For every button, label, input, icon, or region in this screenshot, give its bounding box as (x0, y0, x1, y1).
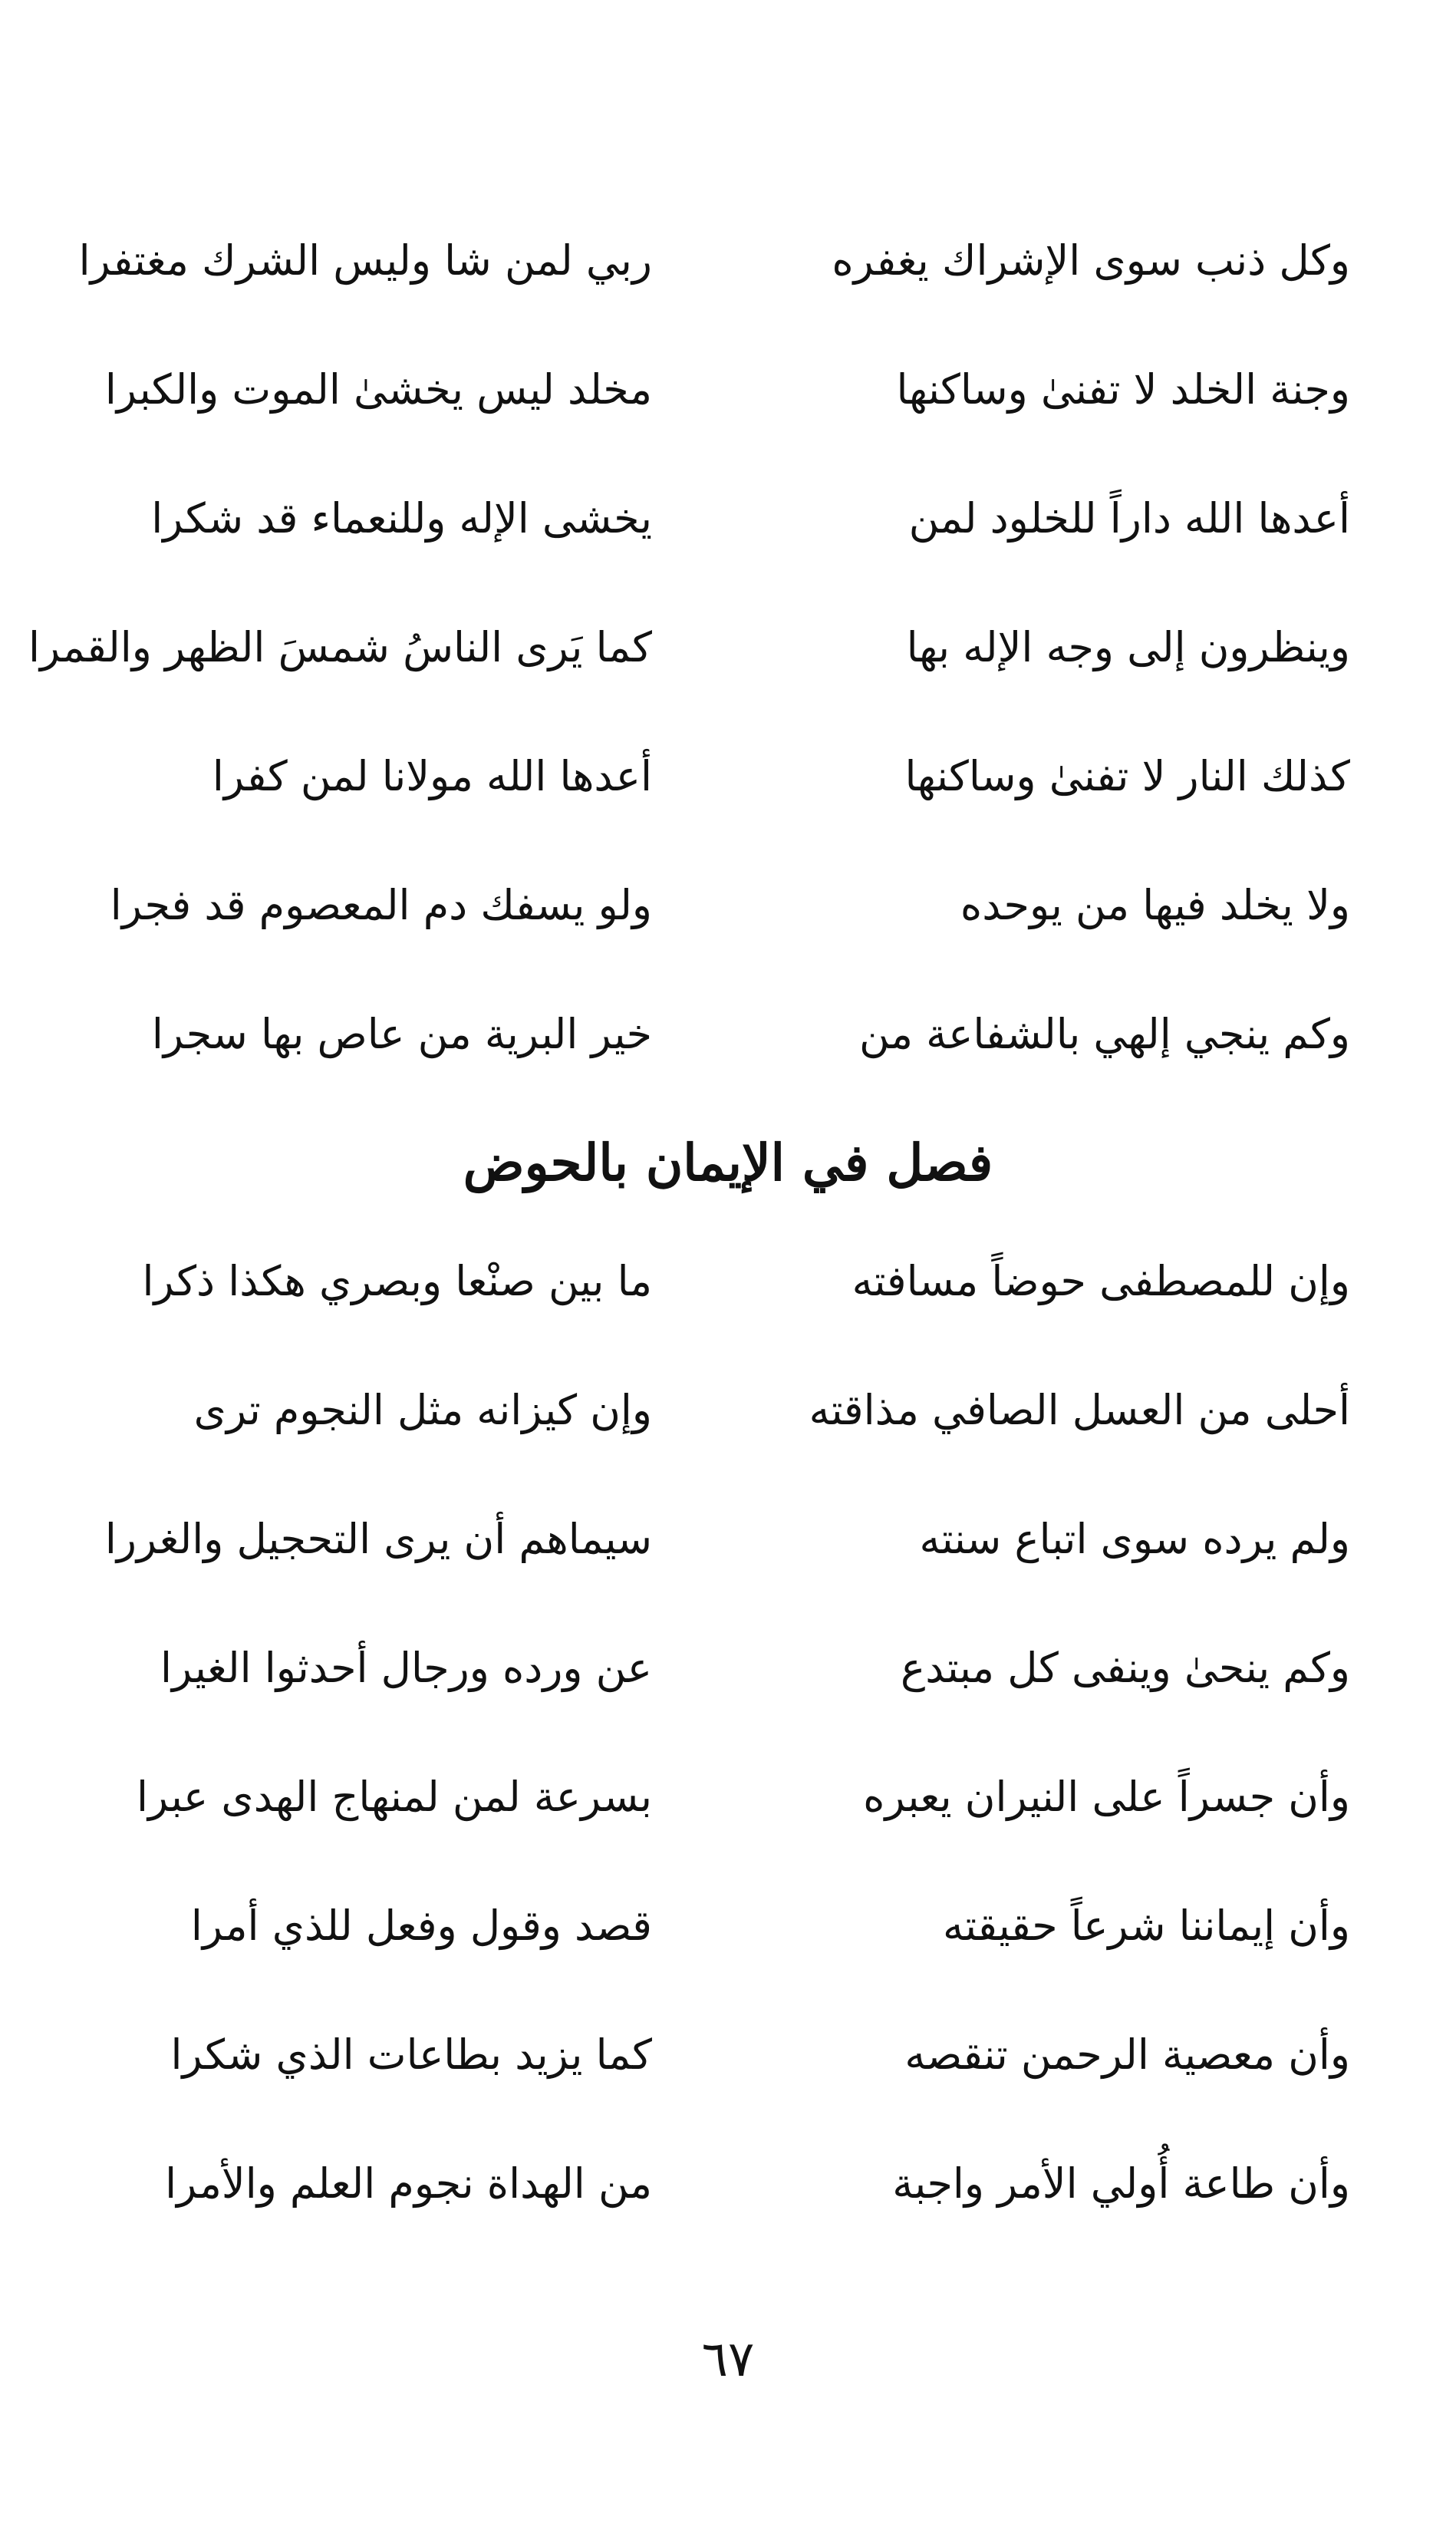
verse-second-hemistich: يخشى الإله وللنعماء قد شكرا (151, 494, 652, 543)
verse-first-hemistich: ولم يرده سوى اتباع سنته (919, 1515, 1350, 1563)
verse-line (46, 1243, 1350, 1320)
verse-first-hemistich: وينظرون إلى وجه الإله بها (906, 623, 1350, 671)
verse-line (46, 2017, 1350, 2093)
verse-second-hemistich: قصد وقول وفعل للذي أمرا (190, 1902, 652, 1950)
verse-second-hemistich: خير البرية من عاص بها سجرا (151, 1010, 652, 1058)
verse-second-hemistich: سيماهم أن يرى التحجيل والغررا (104, 1515, 652, 1563)
section-title: فصل في الإيمان بالحوض (463, 1133, 993, 1192)
verse-second-hemistich: مخلد ليس يخشىٰ الموت والكبرا (104, 365, 652, 414)
verse-first-hemistich: وكم ينجي إلهي بالشفاعة من (858, 1010, 1350, 1058)
verse-line (46, 1630, 1350, 1707)
verse-line (46, 1372, 1350, 1449)
verse-line (46, 1888, 1350, 1964)
verse-second-hemistich: وإن كيزانه مثل النجوم ترى (193, 1386, 652, 1434)
verse-second-hemistich: من الهداة نجوم العلم والأمرا (165, 2159, 652, 2208)
verse-first-hemistich: ولا يخلد فيها من يوحده (960, 881, 1350, 929)
verse-line (28, 609, 1350, 686)
verse-second-hemistich: ربي لمن شا وليس الشرك مغتفرا (78, 236, 652, 285)
verse-first-hemistich: أحلى من العسل الصافي مذاقته (809, 1386, 1350, 1434)
verse-second-hemistich: كما يَرى الناسُ شمسَ الظهر والقمرا (28, 623, 652, 671)
verse-line (46, 1501, 1350, 1578)
verse-first-hemistich: كذلك النار لا تفنىٰ وساكنها (904, 752, 1350, 800)
verse-line (46, 996, 1350, 1073)
verse-first-hemistich: وأن جسراً على النيران يعبره (863, 1773, 1350, 1821)
verse-line (46, 738, 1350, 815)
verse-first-hemistich: وأن طاعة أُولي الأمر واجبة (892, 2159, 1350, 2208)
verse-first-hemistich: وكل ذنب سوى الإشراك يغفره (832, 236, 1350, 285)
verse-line (46, 480, 1350, 557)
verse-second-hemistich: عن ورده ورجال أحدثوا الغيرا (160, 1644, 652, 1692)
verse-first-hemistich: وكم ينحىٰ وينفى كل مبتدع (901, 1644, 1350, 1692)
verse-line (46, 867, 1350, 944)
verse-first-hemistich: وإن للمصطفى حوضاً مسافته (852, 1257, 1350, 1305)
verse-first-hemistich: وأن إيماننا شرعاً حقيقته (943, 1902, 1350, 1950)
verse-line (46, 223, 1350, 299)
verse-first-hemistich: وجنة الخلد لا تفنىٰ وساكنها (896, 365, 1350, 414)
verse-first-hemistich: وأن معصية الرحمن تنقصه (904, 2030, 1350, 2079)
verse-second-hemistich: ما بين صنْعا وبصري هكذا ذكرا (142, 1257, 652, 1305)
verse-line (46, 2146, 1350, 2222)
verse-line (46, 1759, 1350, 1836)
verse-line (46, 351, 1350, 428)
verse-second-hemistich: بسرعة لمن لمنهاج الهدى عبرا (136, 1773, 652, 1821)
verse-second-hemistich: كما يزيد بطاعات الذي شكرا (170, 2030, 652, 2079)
page-number: ٦٧ (701, 2331, 755, 2388)
verse-second-hemistich: أعدها الله مولانا لمن كفرا (212, 752, 652, 800)
verse-first-hemistich: أعدها الله داراً للخلود لمن (908, 494, 1350, 543)
verse-second-hemistich: ولو يسفك دم المعصوم قد فجرا (110, 881, 652, 929)
